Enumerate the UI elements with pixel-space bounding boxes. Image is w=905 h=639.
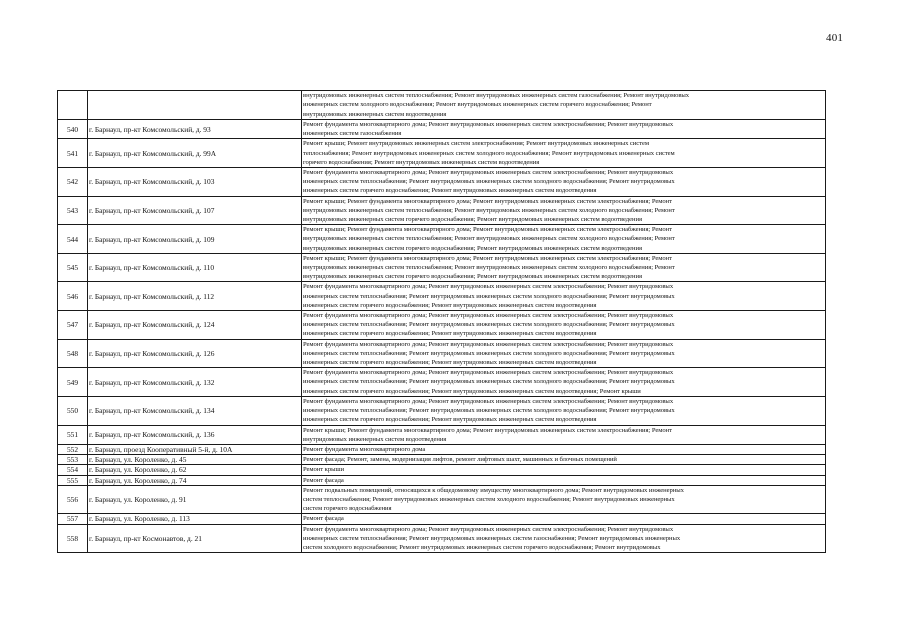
work-type-line: систем холодного водоснабжения; Ремонт внутридомовых инженерных систем горячего водоснабжения; Ремонт внутридомовых bbox=[303, 543, 661, 551]
work-type-line: инженерных систем теплоснабжения; Ремонт внутридомовых инженерных систем холодного водоснабжения; Ремонт внутридомовых bbox=[303, 407, 675, 415]
row-work-types bbox=[302, 91, 826, 120]
row-number bbox=[58, 91, 88, 120]
row-number: 544 bbox=[58, 225, 88, 254]
row-work-types bbox=[302, 139, 826, 168]
table-row bbox=[58, 455, 826, 465]
table-row bbox=[58, 311, 826, 340]
work-type-line: Ремонт крыши; Ремонт внутридомовых инженерных систем электроснабжения; Ремонт внутридомовых инженерных систем bbox=[303, 140, 649, 148]
work-type-line: инженерных систем горячего водоснабжения; Ремонт внутридомовых инженерных систем водоотведения bbox=[303, 359, 597, 367]
work-type-line: инженерных систем горячего водоснабжения; Ремонт внутридомовых инженерных систем водоотведения bbox=[303, 187, 597, 195]
work-type-line: инженерных систем теплоснабжения; Ремонт внутридомовых инженерных систем холодного водоснабжения; Ремонт внутридомовых bbox=[303, 349, 675, 357]
row-work-types bbox=[302, 514, 826, 524]
row-address: г. Барнаул, ул. Короленко, д. 45 bbox=[88, 455, 302, 465]
row-work-types bbox=[302, 524, 826, 553]
table-row bbox=[58, 196, 826, 225]
work-type-line: инженерных систем теплоснабжения; Ремонт внутридомовых инженерных систем холодного водоснабжения; Ремонт внутридомовых bbox=[303, 378, 675, 386]
table-row bbox=[58, 368, 826, 397]
row-number: 551 bbox=[58, 425, 88, 444]
work-type-line: Ремонт крыши; Ремонт фундамента многоквартирного дома; Ремонт внутридомовых инженерных систем электроснабжения; Ремонт bbox=[303, 254, 672, 262]
work-type-line: внутридомовых инженерных систем горячего водоснабжения; Ремонт внутридомовых инженерных систем водоотведения bbox=[303, 244, 642, 252]
work-type-line: Ремонт фасада; Ремонт, замена, модернизация лифтов, ремонт лифтовых шахт, машинных и блочных помещений bbox=[303, 456, 617, 464]
row-address: г. Барнаул, проезд Кооперативный 5-й, д. 10А bbox=[88, 444, 302, 454]
row-address: г. Барнаул, ул. Короленко, д. 113 bbox=[88, 514, 302, 524]
row-address: г. Барнаул, пр-кт Комсомольский, д. 132 bbox=[88, 368, 302, 397]
table-row bbox=[58, 91, 826, 120]
work-type-line: Ремонт фасада bbox=[303, 515, 344, 523]
row-number: 543 bbox=[58, 196, 88, 225]
work-type-line: горячего водоснабжения; Ремонт внутридомовых инженерных систем водоотведения bbox=[303, 158, 540, 166]
work-type-line: инженерных систем газоснабжения bbox=[303, 130, 402, 138]
work-type-line: Ремонт крыши; Ремонт фундамента многоквартирного дома; Ремонт внутридомовых инженерных систем электроснабжения; Ремонт bbox=[303, 197, 672, 205]
table-row bbox=[58, 514, 826, 524]
work-type-line: систем горячего водоснабжения bbox=[303, 505, 392, 513]
work-type-line: Ремонт крыши; Ремонт фундамента многоквартирного дома; Ремонт внутридомовых инженерных систем электроснабжения; Ремонт bbox=[303, 226, 672, 234]
page-number: 401 bbox=[826, 32, 844, 44]
work-type-line: инженерных систем теплоснабжения; Ремонт внутридомовых инженерных систем холодного водоснабжения; Ремонт внутридомовых bbox=[303, 321, 675, 329]
row-number: 552 bbox=[58, 444, 88, 454]
row-work-types bbox=[302, 455, 826, 465]
row-number: 553 bbox=[58, 455, 88, 465]
row-address: г. Барнаул, пр-кт Комсомольский, д. 103 bbox=[88, 168, 302, 197]
row-address bbox=[88, 91, 302, 120]
row-address: г. Барнаул, ул. Короленко, д. 62 bbox=[88, 465, 302, 475]
row-number: 542 bbox=[58, 168, 88, 197]
row-number: 540 bbox=[58, 120, 88, 139]
work-type-line: инженерных систем горячего водоснабжения; Ремонт внутридомовых инженерных систем водоотведения; Ремонт крыши bbox=[303, 387, 641, 395]
work-type-line: Ремонт фундамента многоквартирного дома; Ремонт внутридомовых инженерных систем электроснабжения; Ремонт внутридомовых bbox=[303, 397, 674, 405]
row-address: г. Барнаул, пр-кт Комсомольский, д. 99А bbox=[88, 139, 302, 168]
table-row bbox=[58, 168, 826, 197]
row-work-types bbox=[302, 465, 826, 475]
work-type-line: Ремонт фундамента многоквартирного дома; Ремонт внутридомовых инженерных систем электроснабжения; Ремонт внутридомовых bbox=[303, 525, 674, 533]
table-row bbox=[58, 444, 826, 454]
work-type-line: внутридомовых инженерных систем водоотведения bbox=[303, 110, 447, 118]
work-type-line: Ремонт фундамента многоквартирного дома; Ремонт внутридомовых инженерных систем электроснабжения; Ремонт внутридомовых bbox=[303, 369, 674, 377]
row-number: 558 bbox=[58, 524, 88, 553]
work-type-line: внутридомовых инженерных систем горячего водоснабжения; Ремонт внутридомовых инженерных систем водоотведения bbox=[303, 216, 642, 224]
work-type-line: инженерных систем горячего водоснабжения; Ремонт внутридомовых инженерных систем водоотведения bbox=[303, 416, 597, 424]
work-type-line: Ремонт фундамента многоквартирного дома; Ремонт внутридомовых инженерных систем электроснабжения; Ремонт внутридомовых bbox=[303, 169, 674, 177]
table-row bbox=[58, 120, 826, 139]
table-row bbox=[58, 524, 826, 553]
work-type-line: Ремонт фундамента многоквартирного дома; Ремонт внутридомовых инженерных систем электроснабжения; Ремонт внутридомовых bbox=[303, 121, 674, 128]
row-work-types bbox=[302, 368, 826, 397]
row-work-types bbox=[302, 253, 826, 282]
repair-schedule-table bbox=[57, 90, 826, 553]
work-type-line: внутридомовых инженерных систем теплоснабжения; Ремонт внутридомовых инженерных систем холодного водоснабжения; Ремонт bbox=[303, 206, 675, 214]
row-work-types bbox=[302, 311, 826, 340]
work-type-line: Ремонт подвальных помещений, относящихся к общедомовому имуществу многоквартирного дома; Ремонт внутридомовых инженерных bbox=[303, 486, 684, 494]
table-row bbox=[58, 485, 826, 514]
row-address: г. Барнаул, пр-кт Комсомольский, д. 134 bbox=[88, 396, 302, 425]
work-type-line: внутридомовых инженерных систем горячего водоснабжения; Ремонт внутридомовых инженерных систем водоотведения bbox=[303, 273, 642, 281]
work-type-line: инженерных систем горячего водоснабжения; Ремонт внутридомовых инженерных систем водоотведения bbox=[303, 301, 597, 309]
work-type-line: внутридомовых инженерных систем теплоснабжения; Ремонт внутридомовых инженерных систем холодного водоснабжения; Ремонт bbox=[303, 235, 675, 243]
table-row bbox=[58, 225, 826, 254]
work-type-line: Ремонт фундамента многоквартирного дома; Ремонт внутридомовых инженерных систем электроснабжения; Ремонт внутридомовых bbox=[303, 340, 674, 348]
row-number: 556 bbox=[58, 485, 88, 514]
work-type-line: внутридомовых инженерных систем водоотведения bbox=[303, 435, 447, 443]
work-type-line: систем теплоснабжения; Ремонт внутридомовых инженерных систем холодного водоснабжения; Ремонт внутридомовых инженерных bbox=[303, 495, 675, 503]
table-body bbox=[58, 91, 826, 553]
row-address: г. Барнаул, ул. Короленко, д. 74 bbox=[88, 475, 302, 485]
table-row bbox=[58, 339, 826, 368]
work-type-line: теплоснабжения; Ремонт внутридомовых инженерных систем холодного водоснабжения; Ремонт внутридомовых инженерных систем bbox=[303, 149, 675, 157]
row-address: г. Барнаул, пр-кт Комсомольский, д. 107 bbox=[88, 196, 302, 225]
row-number: 548 bbox=[58, 339, 88, 368]
row-number: 547 bbox=[58, 311, 88, 340]
row-address: г. Барнаул, пр-кт Комсомольский, д. 110 bbox=[88, 253, 302, 282]
row-work-types bbox=[302, 168, 826, 197]
work-type-line: инженерных систем теплоснабжения; Ремонт внутридомовых инженерных систем холодного водоснабжения; Ремонт внутридомовых bbox=[303, 292, 675, 300]
row-address: г. Барнаул, пр-кт Комсомольский, д. 124 bbox=[88, 311, 302, 340]
row-number: 557 bbox=[58, 514, 88, 524]
work-type-line: инженерных систем горячего водоснабжения; Ремонт внутридомовых инженерных систем водоотведения bbox=[303, 330, 597, 338]
work-type-line: Ремонт фундамента многоквартирного дома; Ремонт внутридомовых инженерных систем электроснабжения; Ремонт внутридомовых bbox=[303, 312, 674, 320]
row-number: 555 bbox=[58, 475, 88, 485]
table-row bbox=[58, 465, 826, 475]
row-work-types bbox=[302, 425, 826, 444]
row-work-types bbox=[302, 475, 826, 485]
row-address: г. Барнаул, пр-кт Космонавтов, д. 21 bbox=[88, 524, 302, 553]
row-work-types bbox=[302, 196, 826, 225]
row-work-types bbox=[302, 444, 826, 454]
row-number: 550 bbox=[58, 396, 88, 425]
work-type-line: Ремонт крыши bbox=[303, 466, 344, 474]
row-work-types bbox=[302, 339, 826, 368]
work-type-line: Ремонт крыши; Ремонт фундамента многоквартирного дома; Ремонт внутридомовых инженерных систем электроснабжения; Ремонт bbox=[303, 426, 672, 434]
row-work-types bbox=[302, 485, 826, 514]
table-row bbox=[58, 253, 826, 282]
row-work-types bbox=[302, 120, 826, 139]
row-address: г. Барнаул, пр-кт Комсомольский, д. 93 bbox=[88, 120, 302, 139]
row-number: 541 bbox=[58, 139, 88, 168]
table-row bbox=[58, 282, 826, 311]
row-number: 545 bbox=[58, 253, 88, 282]
work-type-line: внутридомовых инженерных систем теплоснабжения; Ремонт внутридомовых инженерных систем холодного водоснабжения; Ремонт bbox=[303, 264, 675, 272]
row-address: г. Барнаул, ул. Короленко, д. 91 bbox=[88, 485, 302, 514]
work-type-line: Ремонт фундамента многоквартирного дома; Ремонт внутридомовых инженерных систем электроснабжения; Ремонт внутридомовых bbox=[303, 283, 674, 291]
work-type-line: Ремонт фасада bbox=[303, 476, 344, 484]
row-work-types bbox=[302, 282, 826, 311]
work-type-line: внутридомовых инженерных систем теплоснабжения; Ремонт внутридомовых инженерных систем газоснабжения; Ремонт внутридомовых bbox=[303, 92, 690, 100]
table-row bbox=[58, 475, 826, 485]
table-row bbox=[58, 139, 826, 168]
work-type-line: Ремонт фундамента многоквартирного дома bbox=[303, 445, 426, 453]
row-work-types bbox=[302, 396, 826, 425]
row-address: г. Барнаул, пр-кт Комсомольский, д. 126 bbox=[88, 339, 302, 368]
table-row bbox=[58, 396, 826, 425]
work-type-line: инженерных систем холодного водоснабжения; Ремонт внутридомовых инженерных систем горячего водоснабжения; Ремонт bbox=[303, 101, 652, 109]
work-type-line: инженерных систем теплоснабжения; Ремонт внутридомовых инженерных систем газоснабжения; Ремонт внутридомовых инженерных bbox=[303, 534, 681, 542]
row-number: 549 bbox=[58, 368, 88, 397]
work-type-line: инженерных систем теплоснабжения; Ремонт внутридомовых инженерных систем холодного водоснабжения; Ремонт внутридомовых bbox=[303, 178, 675, 186]
row-number: 546 bbox=[58, 282, 88, 311]
row-work-types bbox=[302, 225, 826, 254]
row-number: 554 bbox=[58, 465, 88, 475]
row-address: г. Барнаул, пр-кт Комсомольский, д. 109 bbox=[88, 225, 302, 254]
row-address: г. Барнаул, пр-кт Комсомольский, д. 112 bbox=[88, 282, 302, 311]
row-address: г. Барнаул, пр-кт Комсомольский, д. 136 bbox=[88, 425, 302, 444]
table-row bbox=[58, 425, 826, 444]
